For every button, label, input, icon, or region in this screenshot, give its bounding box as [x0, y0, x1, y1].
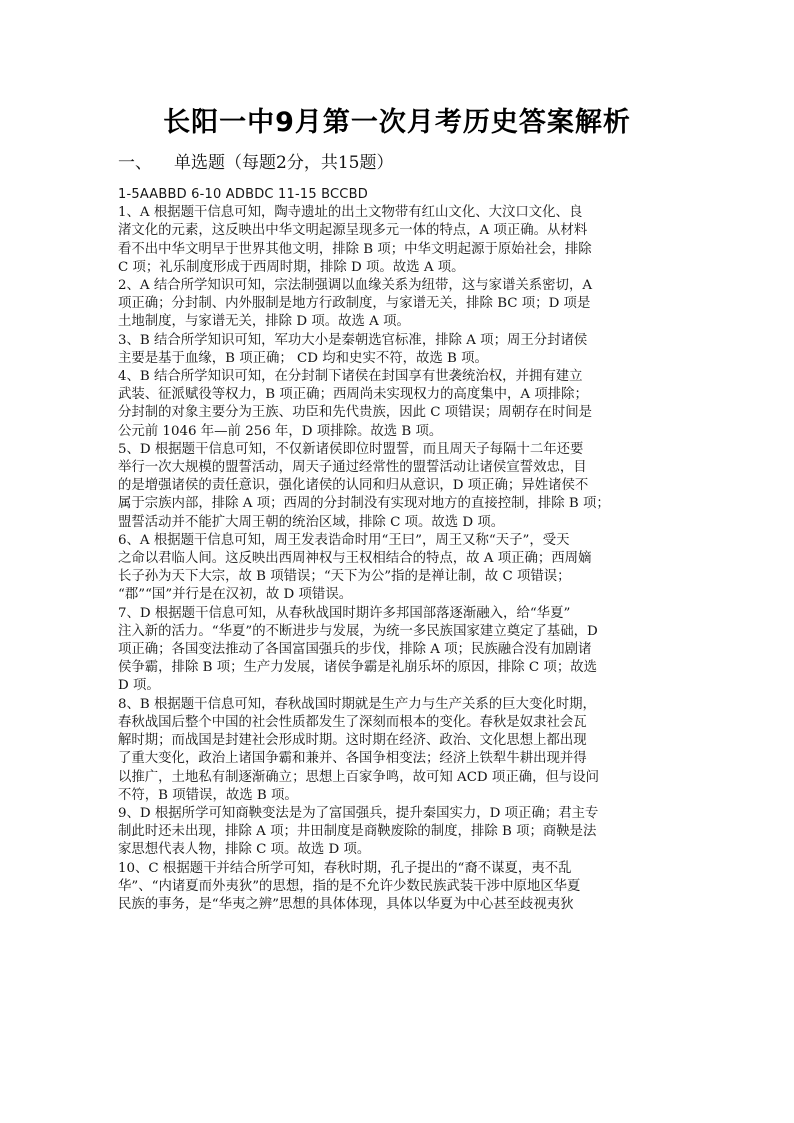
explanation-line: “郡”“国”并行是在汉初，故 D 项错误。	[118, 587, 353, 603]
explanation-line: 看不出中华文明早于世界其他文明，排除 B 项；中华文明起源于原始社会，排除	[118, 241, 592, 257]
explanation-line: 6、A 根据题干信息可知，周王发表诰命时用“王曰”，周王又称“天子”，受天	[118, 532, 570, 548]
explanation-line: 7、D 根据题干信息可知，从春秋战国时期许多邦国部落逐渐融入，给“华夏”	[118, 605, 571, 621]
explanation-line: 之命以君临人间。这反映出西周神权与王权相结合的特点，故 A 项正确；西周嫡	[118, 551, 592, 567]
explanation-line: 渚文化的元素，这反映出中华文明起源呈现多元一体的特点，A 项正确。从材料	[118, 223, 588, 239]
explanation-line: 5、D 根据题干信息可知，不仅新诸侯即位时盟誓，而且周天子每隔十二年还要	[118, 441, 584, 457]
explanation-line: 2、A 结合所学知识可知，宗法制强调以血缘关系为纽带，这与家谱关系密切，A	[118, 278, 593, 294]
answer-key-line: 1-5AABBD 6-10 ADBDC 11-15 BCCBD	[118, 187, 368, 202]
explanation-line: 土地制度，与家谱无关，排除 D 项。故选 A 项。	[118, 314, 410, 330]
explanation-line: 注入新的活力。“华夏”的不断进步与发展，为统一多民族国家建立奠定了基础，D	[118, 623, 598, 639]
explanation-line: 民族的事务，是“华夷之辨”思想的具体体现，具体以华夏为中心甚至歧视夷狄	[118, 896, 574, 912]
explanation-line: 不符，B 项错误，故选 B 项。	[118, 787, 298, 803]
explanation-line: 了重大变化，政治上诸国争霸和兼并、各国争相变法；经济上铁犁牛耕出现并得	[118, 751, 587, 767]
explanation-line: 解时期；而战国是封建社会形成时期。这时期在经济、政治、文化思想上都出现	[118, 733, 587, 749]
page-title: 长阳一中9月第一次月考历史答案解析	[163, 107, 631, 138]
explanation-line: 以推广，土地私有制逐渐确立；思想上百家争鸣，故可知 ACD 项正确，但与设问	[118, 769, 600, 785]
explanation-line: 侯争霸，排除 B 项；生产力发展，诸侯争霸是礼崩乐坏的原因，排除 C 项；故选	[118, 660, 598, 676]
explanation-line: 3、B 结合所学知识可知，军功大小是秦朝选官标准，排除 A 项；周王分封诸侯	[118, 332, 588, 348]
explanation-line: 的是增强诸侯的责任意识，强化诸侯的认同和归从意识，D 项正确；异姓诸侯不	[118, 478, 589, 494]
explanation-line: 华”、“内诸夏而外夷狄”的思想，指的是不允许少数民族武装干涉中原地区华夏	[118, 878, 581, 894]
explanation-line: 4、B 结合所学知识可知，在分封制下诸侯在封国享有世袭统治权，并拥有建立	[118, 369, 583, 385]
explanation-line: 1、A 根据题干信息可知，陶寺遗址的出土文物带有红山文化、大汶口文化、良	[118, 205, 583, 221]
explanation-line: 春秋战国后整个中国的社会性质都发生了深刻而根本的变化。春秋是奴隶社会瓦	[118, 714, 587, 730]
explanation-line: 举行一次大规模的盟誓活动，周天子通过经常性的盟誓活动让诸侯宣誓效忠，目	[118, 460, 587, 476]
explanation-line: 9、D 根据所学可知商鞅变法是为了富国强兵，提升秦国实力，D 项正确；君主专	[118, 805, 599, 821]
explanation-line: 长子孙为天下大宗，故 B 项错误；“天下为公”指的是禅让制，故 C 项错误；	[118, 569, 571, 585]
explanation-line: C 项；礼乐制度形成于西周时期，排除 D 项。故选 A 项。	[118, 259, 465, 275]
explanation-line: 项正确；各国变法推动了各国富国强兵的步伐，排除 A 项；民族融合没有加剧诸	[118, 642, 592, 658]
explanation-line: 公元前 1046 年—前 256 年，D 项排除。故选 B 项。	[118, 423, 443, 439]
section-number: 一、	[118, 153, 152, 173]
answer-body	[118, 186, 686, 914]
explanation-line: 武装、征派赋役等权力，B 项正确；西周尚未实现权力的高度集中，A 项排除；	[118, 387, 588, 403]
explanation-line: 制此时还未出现，排除 A 项；井田制度是商鞅废除的制度，排除 B 项；商鞅是法	[118, 824, 597, 840]
explanation-line: 主要是基于血缘，B 项正确； CD 均和史实不符，故选 B 项。	[118, 350, 488, 366]
section-heading-text: 单选题（每题2分，共15题）	[174, 153, 394, 173]
explanation-line: 分封制的对象主要分为王族、功臣和先代贵族，因此 C 项错误；周朝存在时间是	[118, 405, 593, 421]
explanation-line: 8、B 根据题干信息可知，春秋战国时期就是生产力与生产关系的巨大变化时期，	[118, 696, 596, 712]
explanation-line: 家思想代表人物，排除 C 项。故选 D 项。	[118, 842, 371, 858]
explanation-line: 10、C 根据题干并结合所学可知，春秋时期，孔子提出的“裔不谋夏，夷不乱	[118, 860, 572, 876]
explanation-line: 项正确；分封制、内外服制是地方行政制度，与家谱无关，排除 BC 项；D 项是	[118, 296, 591, 312]
section-heading	[118, 148, 393, 173]
explanation-line: D 项。	[118, 678, 160, 694]
explanation-line: 属于宗族内部，排除 A 项；西周的分封制没有实现对地方的直接控制，排除 B 项；	[118, 496, 610, 512]
explanation-line: 盟誓活动并不能扩大周王朝的统治区域，排除 C 项。故选 D 项。	[118, 514, 505, 530]
